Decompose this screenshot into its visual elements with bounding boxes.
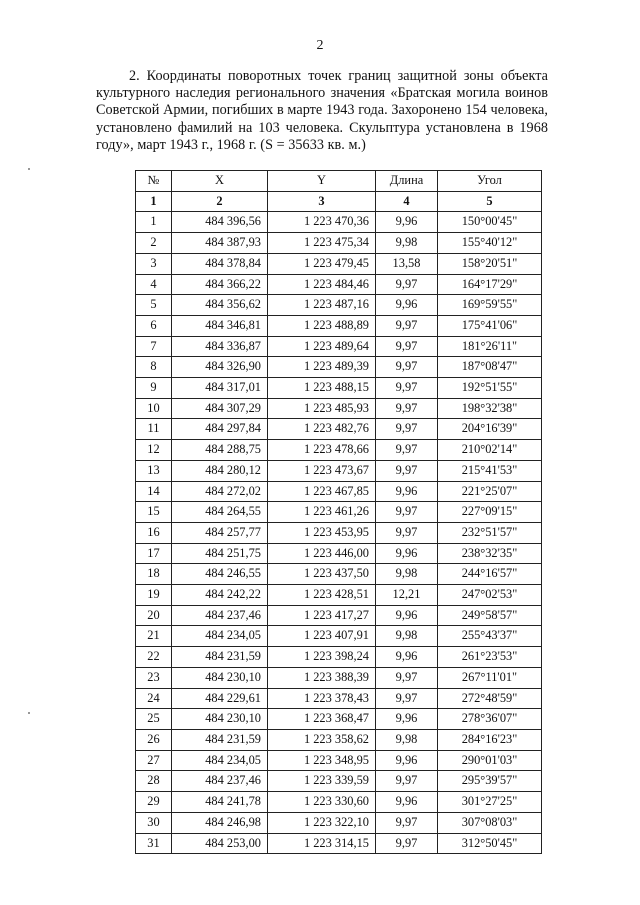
cell-angle: 227°09'15" bbox=[438, 502, 542, 523]
cell-y: 1 223 479,45 bbox=[268, 253, 376, 274]
table-row bbox=[136, 647, 542, 668]
column-number-1: 1 bbox=[136, 191, 172, 212]
cell-x: 484 317,01 bbox=[172, 378, 268, 399]
cell-y: 1 223 417,27 bbox=[268, 605, 376, 626]
cell-number: 8 bbox=[136, 357, 172, 378]
cell-length: 9,96 bbox=[376, 750, 438, 771]
cell-y: 1 223 461,26 bbox=[268, 502, 376, 523]
table-row bbox=[136, 709, 542, 730]
cell-angle: 307°08'03" bbox=[438, 812, 542, 833]
header-x: X bbox=[172, 171, 268, 192]
table-row bbox=[136, 605, 542, 626]
table-row bbox=[136, 253, 542, 274]
table-row bbox=[136, 233, 542, 254]
cell-number: 18 bbox=[136, 564, 172, 585]
table-row bbox=[136, 729, 542, 750]
cell-angle: 155°40'12" bbox=[438, 233, 542, 254]
cell-number: 21 bbox=[136, 626, 172, 647]
table-row bbox=[136, 502, 542, 523]
cell-x: 484 234,05 bbox=[172, 626, 268, 647]
cell-number: 9 bbox=[136, 378, 172, 399]
cell-number: 6 bbox=[136, 315, 172, 336]
cell-angle: 221°25'07" bbox=[438, 481, 542, 502]
cell-number: 3 bbox=[136, 253, 172, 274]
cell-x: 484 346,81 bbox=[172, 315, 268, 336]
column-number-3: 3 bbox=[268, 191, 376, 212]
cell-number: 30 bbox=[136, 812, 172, 833]
cell-x: 484 280,12 bbox=[172, 460, 268, 481]
cell-x: 484 356,62 bbox=[172, 295, 268, 316]
cell-length: 9,97 bbox=[376, 502, 438, 523]
cell-angle: 204°16'39" bbox=[438, 419, 542, 440]
cell-angle: 169°59'55" bbox=[438, 295, 542, 316]
cell-x: 484 307,29 bbox=[172, 398, 268, 419]
cell-y: 1 223 314,15 bbox=[268, 833, 376, 854]
cell-y: 1 223 358,62 bbox=[268, 729, 376, 750]
cell-length: 9,96 bbox=[376, 481, 438, 502]
cell-y: 1 223 437,50 bbox=[268, 564, 376, 585]
table-row bbox=[136, 274, 542, 295]
cell-x: 484 229,61 bbox=[172, 688, 268, 709]
cell-x: 484 297,84 bbox=[172, 419, 268, 440]
cell-y: 1 223 378,43 bbox=[268, 688, 376, 709]
cell-number: 29 bbox=[136, 792, 172, 813]
cell-length: 9,96 bbox=[376, 709, 438, 730]
column-number-5: 5 bbox=[438, 191, 542, 212]
cell-angle: 158°20'51" bbox=[438, 253, 542, 274]
cell-angle: 238°32'35" bbox=[438, 543, 542, 564]
cell-x: 484 241,78 bbox=[172, 792, 268, 813]
coordinates-table bbox=[135, 170, 542, 854]
cell-angle: 278°36'07" bbox=[438, 709, 542, 730]
cell-y: 1 223 488,15 bbox=[268, 378, 376, 399]
cell-x: 484 246,98 bbox=[172, 812, 268, 833]
cell-y: 1 223 428,51 bbox=[268, 585, 376, 606]
cell-x: 484 264,55 bbox=[172, 502, 268, 523]
cell-length: 9,97 bbox=[376, 440, 438, 461]
cell-angle: 301°27'25" bbox=[438, 792, 542, 813]
table-row bbox=[136, 833, 542, 854]
cell-number: 4 bbox=[136, 274, 172, 295]
cell-length: 9,97 bbox=[376, 274, 438, 295]
cell-angle: 247°02'53" bbox=[438, 585, 542, 606]
cell-y: 1 223 487,16 bbox=[268, 295, 376, 316]
cell-number: 24 bbox=[136, 688, 172, 709]
cell-x: 484 288,75 bbox=[172, 440, 268, 461]
table-row bbox=[136, 543, 542, 564]
cell-x: 484 231,59 bbox=[172, 729, 268, 750]
table-row bbox=[136, 626, 542, 647]
cell-number: 7 bbox=[136, 336, 172, 357]
cell-length: 9,96 bbox=[376, 295, 438, 316]
cell-y: 1 223 446,00 bbox=[268, 543, 376, 564]
table-row bbox=[136, 378, 542, 399]
cell-y: 1 223 485,93 bbox=[268, 398, 376, 419]
cell-angle: 255°43'37" bbox=[438, 626, 542, 647]
cell-length: 9,96 bbox=[376, 647, 438, 668]
table-row bbox=[136, 564, 542, 585]
cell-angle: 284°16'23" bbox=[438, 729, 542, 750]
column-number-4: 4 bbox=[376, 191, 438, 212]
cell-x: 484 242,22 bbox=[172, 585, 268, 606]
cell-x: 484 231,59 bbox=[172, 647, 268, 668]
cell-length: 9,96 bbox=[376, 543, 438, 564]
cell-x: 484 378,84 bbox=[172, 253, 268, 274]
cell-angle: 272°48'59" bbox=[438, 688, 542, 709]
cell-x: 484 246,55 bbox=[172, 564, 268, 585]
cell-y: 1 223 489,39 bbox=[268, 357, 376, 378]
table-row bbox=[136, 792, 542, 813]
cell-angle: 232°51'57" bbox=[438, 522, 542, 543]
cell-x: 484 234,05 bbox=[172, 750, 268, 771]
table-row bbox=[136, 585, 542, 606]
cell-length: 9,98 bbox=[376, 729, 438, 750]
header-row bbox=[136, 171, 542, 192]
cell-y: 1 223 467,85 bbox=[268, 481, 376, 502]
cell-number: 20 bbox=[136, 605, 172, 626]
table-row bbox=[136, 481, 542, 502]
cell-length: 13,58 bbox=[376, 253, 438, 274]
table-row bbox=[136, 440, 542, 461]
cell-angle: 261°23'53" bbox=[438, 647, 542, 668]
header-length: Длина bbox=[376, 171, 438, 192]
table-row bbox=[136, 357, 542, 378]
cell-y: 1 223 330,60 bbox=[268, 792, 376, 813]
cell-angle: 198°32'38" bbox=[438, 398, 542, 419]
cell-angle: 312°50'45" bbox=[438, 833, 542, 854]
cell-y: 1 223 470,36 bbox=[268, 212, 376, 233]
cell-length: 9,97 bbox=[376, 688, 438, 709]
cell-number: 23 bbox=[136, 667, 172, 688]
cell-y: 1 223 484,46 bbox=[268, 274, 376, 295]
cell-angle: 244°16'57" bbox=[438, 564, 542, 585]
cell-x: 484 387,93 bbox=[172, 233, 268, 254]
cell-length: 9,97 bbox=[376, 812, 438, 833]
cell-number: 13 bbox=[136, 460, 172, 481]
table-body bbox=[136, 212, 542, 854]
cell-number: 2 bbox=[136, 233, 172, 254]
table-row bbox=[136, 667, 542, 688]
scan-speck bbox=[28, 168, 30, 170]
cell-number: 16 bbox=[136, 522, 172, 543]
cell-length: 9,97 bbox=[376, 315, 438, 336]
cell-angle: 181°26'11" bbox=[438, 336, 542, 357]
table-row bbox=[136, 398, 542, 419]
cell-angle: 192°51'55" bbox=[438, 378, 542, 399]
cell-x: 484 396,56 bbox=[172, 212, 268, 233]
cell-number: 15 bbox=[136, 502, 172, 523]
cell-angle: 210°02'14" bbox=[438, 440, 542, 461]
cell-length: 9,97 bbox=[376, 419, 438, 440]
cell-angle: 215°41'53" bbox=[438, 460, 542, 481]
cell-number: 22 bbox=[136, 647, 172, 668]
cell-x: 484 253,00 bbox=[172, 833, 268, 854]
table-row bbox=[136, 295, 542, 316]
cell-length: 9,96 bbox=[376, 605, 438, 626]
cell-length: 9,97 bbox=[376, 336, 438, 357]
cell-length: 9,97 bbox=[376, 522, 438, 543]
cell-y: 1 223 348,95 bbox=[268, 750, 376, 771]
cell-y: 1 223 482,76 bbox=[268, 419, 376, 440]
cell-number: 25 bbox=[136, 709, 172, 730]
cell-length: 9,97 bbox=[376, 833, 438, 854]
cell-number: 26 bbox=[136, 729, 172, 750]
page-number: 2 bbox=[316, 38, 324, 53]
cell-number: 14 bbox=[136, 481, 172, 502]
column-number-row bbox=[136, 191, 542, 212]
cell-x: 484 237,46 bbox=[172, 605, 268, 626]
cell-length: 9,97 bbox=[376, 357, 438, 378]
column-number-2: 2 bbox=[172, 191, 268, 212]
cell-angle: 267°11'01" bbox=[438, 667, 542, 688]
table-row bbox=[136, 750, 542, 771]
cell-x: 484 272,02 bbox=[172, 481, 268, 502]
table-row bbox=[136, 812, 542, 833]
cell-x: 484 366,22 bbox=[172, 274, 268, 295]
cell-x: 484 237,46 bbox=[172, 771, 268, 792]
cell-y: 1 223 478,66 bbox=[268, 440, 376, 461]
cell-x: 484 230,10 bbox=[172, 709, 268, 730]
cell-x: 484 326,90 bbox=[172, 357, 268, 378]
cell-number: 12 bbox=[136, 440, 172, 461]
cell-length: 9,97 bbox=[376, 398, 438, 419]
cell-number: 27 bbox=[136, 750, 172, 771]
cell-y: 1 223 368,47 bbox=[268, 709, 376, 730]
cell-y: 1 223 398,24 bbox=[268, 647, 376, 668]
table-row bbox=[136, 688, 542, 709]
cell-number: 31 bbox=[136, 833, 172, 854]
table-row bbox=[136, 771, 542, 792]
cell-x: 484 230,10 bbox=[172, 667, 268, 688]
cell-length: 9,98 bbox=[376, 564, 438, 585]
cell-angle: 290°01'03" bbox=[438, 750, 542, 771]
cell-angle: 187°08'47" bbox=[438, 357, 542, 378]
cell-angle: 295°39'57" bbox=[438, 771, 542, 792]
table-row bbox=[136, 212, 542, 233]
header-angle: Угол bbox=[438, 171, 542, 192]
cell-number: 19 bbox=[136, 585, 172, 606]
cell-number: 10 bbox=[136, 398, 172, 419]
cell-y: 1 223 475,34 bbox=[268, 233, 376, 254]
cell-y: 1 223 453,95 bbox=[268, 522, 376, 543]
header-number: № bbox=[136, 171, 172, 192]
cell-x: 484 257,77 bbox=[172, 522, 268, 543]
cell-number: 1 bbox=[136, 212, 172, 233]
section-heading: 2. Координаты поворотных точек границ защитной зоны объекта культурного наследия регионального значения «Братская могила воинов Советской Армии, погибших в марте 1943 года. Захоронено 154 человека, установлено фамилий на 103 человека. Скульптура установлена в 1968 году», март 1943 г., 1968 г. (S = 35633 кв. м.) bbox=[96, 68, 548, 153]
cell-x: 484 336,87 bbox=[172, 336, 268, 357]
cell-length: 9,98 bbox=[376, 626, 438, 647]
cell-y: 1 223 339,59 bbox=[268, 771, 376, 792]
cell-angle: 150°00'45" bbox=[438, 212, 542, 233]
table-row bbox=[136, 336, 542, 357]
cell-number: 17 bbox=[136, 543, 172, 564]
cell-length: 9,97 bbox=[376, 460, 438, 481]
cell-length: 9,97 bbox=[376, 771, 438, 792]
table-row bbox=[136, 315, 542, 336]
table-row bbox=[136, 460, 542, 481]
table-row bbox=[136, 522, 542, 543]
cell-x: 484 251,75 bbox=[172, 543, 268, 564]
cell-y: 1 223 489,64 bbox=[268, 336, 376, 357]
table-head bbox=[136, 171, 542, 212]
cell-y: 1 223 473,67 bbox=[268, 460, 376, 481]
cell-y: 1 223 322,10 bbox=[268, 812, 376, 833]
cell-length: 9,96 bbox=[376, 792, 438, 813]
cell-angle: 164°17'29" bbox=[438, 274, 542, 295]
cell-length: 9,97 bbox=[376, 378, 438, 399]
cell-length: 9,98 bbox=[376, 233, 438, 254]
cell-length: 12,21 bbox=[376, 585, 438, 606]
table-row bbox=[136, 419, 542, 440]
cell-length: 9,96 bbox=[376, 212, 438, 233]
cell-angle: 175°41'06" bbox=[438, 315, 542, 336]
cell-y: 1 223 407,91 bbox=[268, 626, 376, 647]
cell-angle: 249°58'57" bbox=[438, 605, 542, 626]
cell-y: 1 223 488,89 bbox=[268, 315, 376, 336]
scan-speck bbox=[28, 712, 30, 714]
header-y: Y bbox=[268, 171, 376, 192]
cell-number: 5 bbox=[136, 295, 172, 316]
cell-number: 11 bbox=[136, 419, 172, 440]
cell-y: 1 223 388,39 bbox=[268, 667, 376, 688]
cell-number: 28 bbox=[136, 771, 172, 792]
cell-length: 9,97 bbox=[376, 667, 438, 688]
